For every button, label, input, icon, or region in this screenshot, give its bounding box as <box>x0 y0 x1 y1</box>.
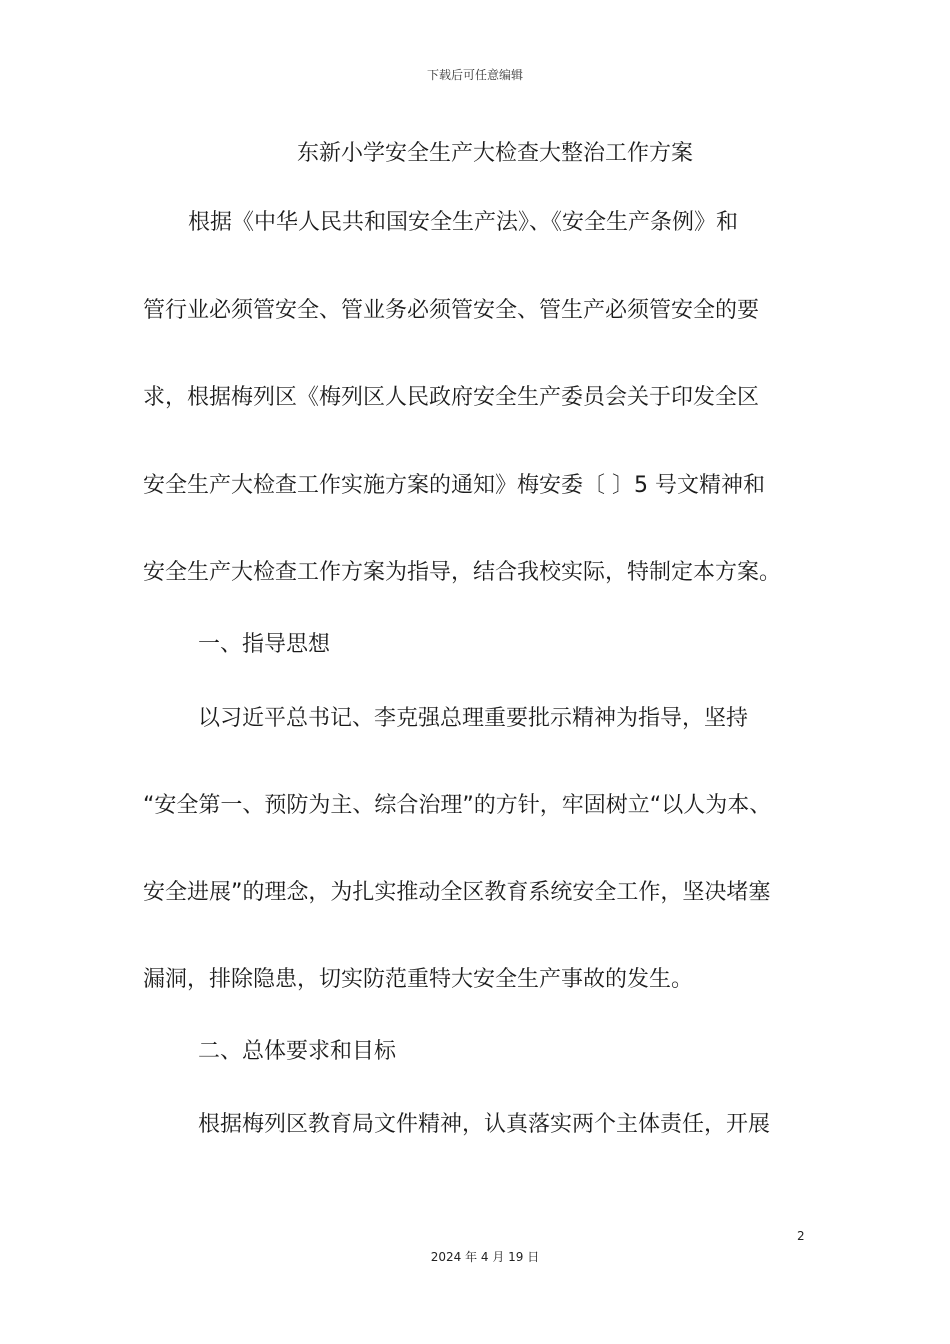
body-line-2: 管行业必须管安全、管业务必须管安全、管生产必须管安全的要 <box>143 298 760 323</box>
footer-date: 2024 年 4 月 19 日 <box>430 1250 540 1264</box>
body-line-1: 根据《中华人民共和国安全生产法》、《安全生产条例》和 <box>188 210 739 235</box>
body-line-9: 漏洞，排除隐患，切实防范重特大安全生产事故的发生。 <box>143 967 694 992</box>
body-line-8: 安全进展”的理念，为扎实推动全区教育系统安全工作，坚决堵塞 <box>143 880 771 905</box>
body-line-7: “安全第一、预防为主、综合治理”的方针，牢固树立“以人为本、 <box>143 793 772 818</box>
body-line-5: 安全生产大检查工作方案为指导，结合我校实际，特制定本方案。 <box>143 560 782 585</box>
body-line-4: 安全生产大检查工作实施方案的通知》梅安委〔 〕5 号文精神和 <box>143 473 765 498</box>
page-number: 2 <box>797 1229 805 1243</box>
section-heading-2: 二、总体要求和目标 <box>198 1039 397 1064</box>
document-title: 东新小学安全生产大检查大整治工作方案 <box>296 141 693 166</box>
header-note: 下载后可任意编辑 <box>426 68 523 82</box>
body-line-3: 求，根据梅列区《梅列区人民政府安全生产委员会关于印发全区 <box>143 385 760 410</box>
body-line-10: 根据梅列区教育局文件精神，认真落实两个主体责任，开展 <box>198 1112 771 1137</box>
body-line-6: 以习近平总书记、李克强总理重要批示精神为指导，坚持 <box>198 706 749 731</box>
section-heading-1: 一、指导思想 <box>198 632 331 657</box>
